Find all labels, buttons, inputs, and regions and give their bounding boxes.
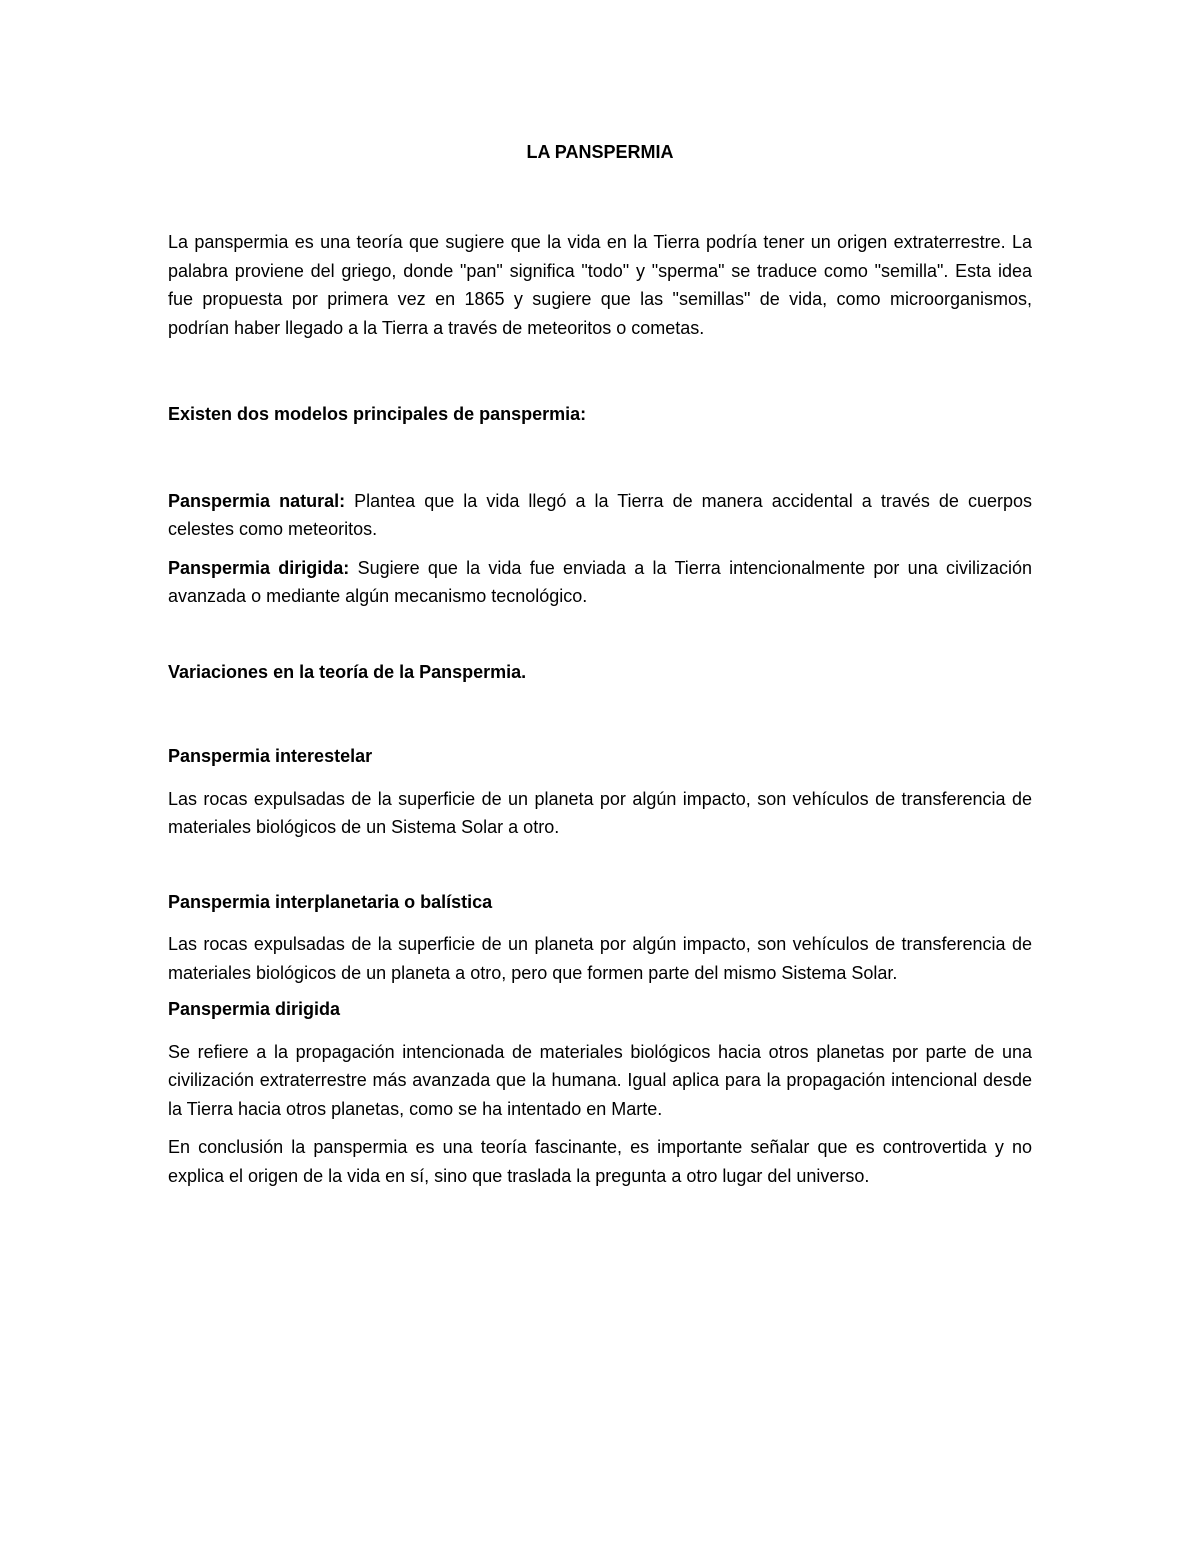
variation-directed-text: Se refiere a la propagación intencionada de materiales biológicos hacia otros planetas por parte de una civilización extraterrestre más avanzada que la humana. Igual aplica para la propagación intencional desde la Tierra hacia otros planetas, como se ha intentado en Marte. bbox=[168, 1041, 1032, 1119]
model-directed-text: Sugiere que la vida fue enviada a la Tierra intencionalmente por una civilización avanzada o mediante algún mecanismo tecnológico. bbox=[168, 557, 1032, 606]
model-natural-text: Plantea que la vida llegó a la Tierra de manera accidental a través de cuerpos celestes como meteoritos. bbox=[168, 490, 1032, 539]
document-title: LA PANSPERMIA bbox=[526, 142, 674, 162]
variation-interplanetary-heading: Panspermia interplanetaria o balística bbox=[168, 891, 493, 912]
model-natural-paragraph bbox=[168, 487, 1032, 544]
document-body bbox=[168, 138, 1032, 1190]
variation-directed-heading: Panspermia dirigida bbox=[168, 999, 341, 1019]
models-heading: Existen dos modelos principales de panspermia: bbox=[168, 404, 587, 424]
model-natural-term: Panspermia natural: bbox=[168, 490, 346, 511]
variations-heading: Variaciones en la teoría de la Panspermia. bbox=[168, 661, 527, 682]
model-directed-term: Panspermia dirigida: bbox=[168, 557, 350, 578]
variation-interplanetary-text: Las rocas expulsadas de la superficie de un planeta por algún impacto, son vehículos de transferencia de materiales biológicos de un planeta a otro, pero que formen parte del mismo Sistema Solar. bbox=[168, 934, 1032, 983]
intro-paragraph: La panspermia es una teoría que sugiere que la vida en la Tierra podría tener un origen extraterrestre. La palabra proviene del griego, donde "pan" significa "todo" y "sperma" se traduce como "semilla". Esta idea fue propuesta por primera vez en 1865 y sugiere que las "semillas" de vida, como microorganismos, podrían haber llegado a la Tierra a través de meteoritos o cometas. bbox=[168, 232, 1032, 338]
variation-interstellar-heading: Panspermia interestelar bbox=[168, 746, 373, 766]
model-directed-paragraph bbox=[168, 554, 1032, 611]
variation-interstellar-text: Las rocas expulsadas de la superficie de un planeta por algún impacto, son vehículos de transferencia de materiales biológicos de un Sistema Solar a otro. bbox=[168, 788, 1032, 837]
conclusion-paragraph: En conclusión la panspermia es una teoría fascinante, es importante señalar que es controvertida y no explica el origen de la vida en sí, sino que traslada la pregunta a otro lugar del universo. bbox=[168, 1137, 1032, 1186]
